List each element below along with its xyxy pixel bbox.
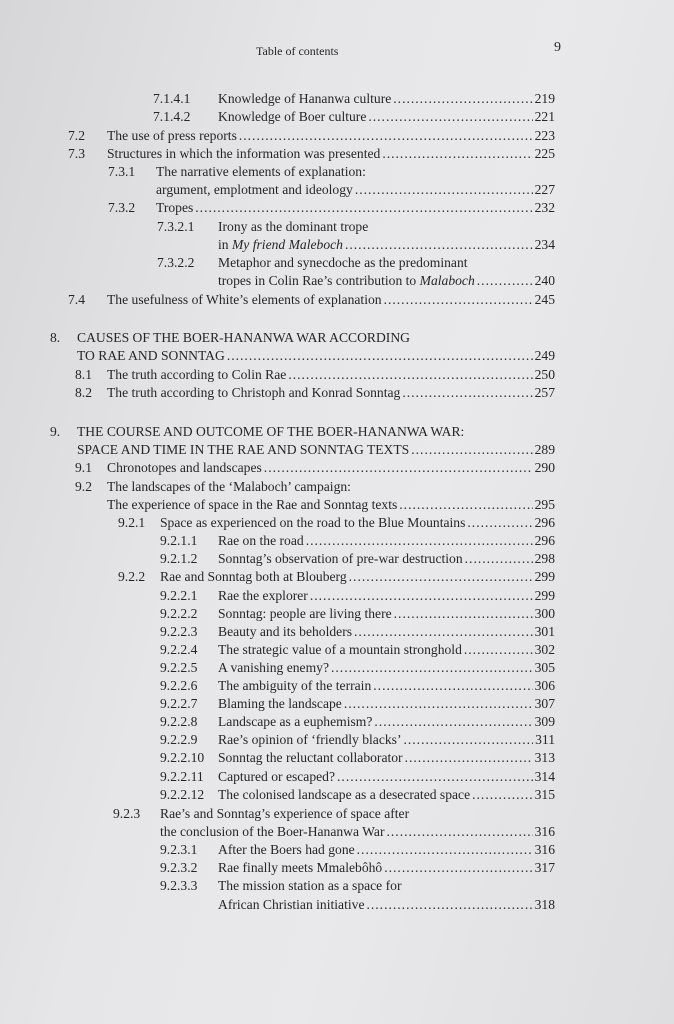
toc-section-number: 7.3.2 [108, 200, 136, 215]
toc-entry [0, 896, 674, 914]
page-number: 9 [554, 40, 561, 55]
toc-page-number: 234 [534, 237, 555, 252]
toc-entry [0, 441, 674, 459]
toc-page-number: 305 [534, 660, 555, 675]
dot-leader [306, 532, 533, 550]
toc-entry [0, 786, 674, 804]
toc-entry [0, 181, 674, 199]
dot-leader [464, 641, 533, 659]
toc-entry [0, 108, 674, 126]
dot-leader [355, 181, 533, 199]
toc-page-number: 289 [534, 442, 555, 457]
toc-entry-title: THE COURSE AND OUTCOME OF THE BOER-HANANWA WAR: [77, 424, 465, 439]
toc-entry-title: Rae finally meets Mmalebôhô [218, 860, 383, 875]
toc-section-number: 7.1.4.2 [153, 109, 191, 124]
toc-page-number: 317 [534, 860, 555, 875]
dot-leader [467, 514, 532, 532]
toc-page-number: 232 [534, 200, 555, 215]
toc-section-number: 9.2.3.2 [160, 860, 198, 875]
toc-entry [0, 459, 674, 477]
toc-page-number: 245 [534, 292, 555, 307]
toc-entry-title: After the Boers had gone [218, 842, 355, 857]
toc-entry-title: Metaphor and synecdoche as the predominant [218, 255, 468, 270]
toc-entry-title: SPACE AND TIME IN THE RAE AND SONNTAG TEXTS [77, 442, 410, 457]
toc-page-number: 225 [534, 146, 555, 161]
toc-section-number: 9.2.3.1 [160, 842, 198, 857]
dot-leader [345, 236, 533, 254]
toc-entry-title: The use of press reports [107, 128, 237, 143]
toc-section-number: 8.2 [75, 385, 92, 400]
toc-section-number: 9. [50, 424, 61, 439]
toc-entry-title: Landscape as a euphemism? [218, 714, 373, 729]
toc-section-number: 9.2.2.4 [160, 642, 198, 657]
toc-entry [0, 841, 674, 859]
toc-entry [0, 90, 674, 108]
toc-page-number: 227 [534, 182, 555, 197]
toc-section-number: 9.2.2.2 [160, 606, 198, 621]
toc-page-number: 300 [534, 606, 555, 621]
toc-entry [0, 768, 674, 786]
toc-page-number: 299 [534, 569, 555, 584]
toc-section-number: 9.2.2 [118, 569, 146, 584]
toc-page-number: 299 [534, 588, 555, 603]
toc-section-number: 9.2.1.2 [160, 551, 198, 566]
toc-page-number: 309 [534, 714, 555, 729]
toc-entry-title: The truth according to Colin Rae [107, 367, 287, 382]
toc-section-number: 9.1 [75, 460, 92, 475]
toc-entry-title: Rae’s and Sonntag’s experience of space after [160, 806, 410, 821]
toc-section-number: 9.2.2.6 [160, 678, 198, 693]
toc-entry-title: Sonntag the reluctant collaborator [218, 750, 403, 765]
toc-entry [0, 272, 674, 290]
toc-section-number: 9.2.2.1 [160, 588, 198, 603]
dot-leader [405, 749, 533, 767]
toc-entry [0, 605, 674, 623]
toc-entry [0, 877, 674, 895]
toc-section-number: 9.2.2.10 [160, 750, 205, 765]
dot-leader [288, 366, 532, 384]
toc-entry-title: CAUSES OF THE BOER-HANANWA WAR ACCORDING [77, 330, 410, 345]
toc-section-number: 8. [50, 330, 61, 345]
toc-entry-title: tropes in Colin Rae’s contribution to [218, 273, 417, 288]
dot-leader [337, 768, 533, 786]
toc-entry-italic-title: My friend Maleboch [231, 237, 343, 252]
toc-page-number: 219 [534, 91, 555, 106]
toc-entry-title: The colonised landscape as a desecrated space [218, 787, 471, 802]
toc-page-number: 257 [534, 385, 555, 400]
dot-leader [264, 459, 533, 477]
toc-entry-title: in [218, 237, 229, 252]
toc-entry-title: Rae’s opinion of ‘friendly blacks’ [218, 732, 402, 747]
dot-leader [403, 731, 533, 749]
toc-entry [0, 859, 674, 877]
toc-page-number: 316 [534, 824, 555, 839]
toc-entry [0, 366, 674, 384]
toc-page-number: 315 [534, 787, 555, 802]
toc-section-number: 7.3.2.1 [157, 219, 195, 234]
toc-entry [0, 347, 674, 365]
toc-entry [0, 623, 674, 641]
toc-section-number: 7.1.4.1 [153, 91, 191, 106]
toc-entry-title: Knowledge of Hananwa culture [218, 91, 392, 106]
toc-entry [0, 587, 674, 605]
toc-entry-title: A vanishing enemy? [218, 660, 329, 675]
dot-leader [373, 677, 532, 695]
toc-page-number: 298 [534, 551, 555, 566]
toc-entry [0, 329, 674, 347]
toc-entry [0, 478, 674, 496]
toc-page-number: 296 [534, 533, 555, 548]
dot-leader [310, 587, 533, 605]
toc-entry-title: Rae on the road [218, 533, 304, 548]
toc-page-number: 318 [534, 897, 555, 912]
toc-entry-title: The strategic value of a mountain stronghold [218, 642, 462, 657]
toc-entry [0, 127, 674, 145]
toc-page-number: 311 [535, 732, 555, 747]
toc-entry-title: Rae the explorer [218, 588, 308, 603]
toc-entry-title: Structures in which the information was presented [107, 146, 381, 161]
toc-entry [0, 550, 674, 568]
toc-page-number: 290 [534, 460, 555, 475]
toc-entry [0, 291, 674, 309]
toc-entry [0, 496, 674, 514]
dot-leader [477, 272, 533, 290]
dot-leader [374, 713, 532, 731]
toc-entry [0, 805, 674, 823]
dot-leader [227, 347, 533, 365]
toc-page-number: 295 [534, 497, 555, 512]
toc-page-number: 302 [534, 642, 555, 657]
toc-page-number: 301 [534, 624, 555, 639]
dot-leader [384, 291, 533, 309]
dot-leader [393, 90, 532, 108]
toc-section-number: 8.1 [75, 367, 92, 382]
toc-entry-title: Blaming the landscape [218, 696, 342, 711]
toc-entry-title: Tropes [156, 200, 194, 215]
dot-leader [195, 199, 532, 217]
dot-leader [472, 786, 532, 804]
toc-entry [0, 568, 674, 586]
toc-page-number: 313 [534, 750, 555, 765]
toc-entry [0, 731, 674, 749]
dot-leader [331, 659, 533, 677]
toc-entry-title: The mission station as a space for [218, 878, 402, 893]
toc-entry-title: The usefulness of White’s elements of explanation [107, 292, 382, 307]
toc-entry-title: Beauty and its beholders [218, 624, 353, 639]
dot-leader [411, 441, 532, 459]
toc-section-number: 9.2.2.5 [160, 660, 198, 675]
running-title: Table of contents [256, 44, 339, 58]
toc-entry-title: Captured or escaped? [218, 769, 336, 784]
toc-entry [0, 713, 674, 731]
toc-entry-title: African Christian initiative [218, 897, 365, 912]
dot-leader [384, 859, 532, 877]
toc-entry [0, 641, 674, 659]
toc-entry [0, 254, 674, 272]
toc-entry-title: Chronotopes and landscapes [107, 460, 262, 475]
dot-leader [402, 384, 532, 402]
toc-entry [0, 236, 674, 254]
toc-section-number: 9.2.3 [113, 806, 141, 821]
toc-section-number: 9.2 [75, 479, 92, 494]
toc-entry-title: argument, emplotment and ideology [156, 182, 353, 197]
toc-page-number: 250 [534, 367, 555, 382]
toc-section-number: 9.2.2.11 [160, 769, 204, 784]
toc-entry-title: The narrative elements of explanation: [156, 164, 366, 179]
dot-leader [368, 108, 532, 126]
toc-section-number: 9.2.2.3 [160, 624, 198, 639]
toc-entry-title: Rae and Sonntag both at Blouberg [160, 569, 347, 584]
toc-page-number: 221 [534, 109, 555, 124]
toc-page-number: 316 [534, 842, 555, 857]
toc-entry [0, 199, 674, 217]
toc-entry [0, 695, 674, 713]
toc-section-number: 9.2.1.1 [160, 533, 198, 548]
toc-page-number: 314 [534, 769, 555, 784]
toc-section-number: 9.2.2.9 [160, 732, 198, 747]
toc-section-number: 7.3.2.2 [157, 255, 195, 270]
toc-section-number: 9.2.2.12 [160, 787, 205, 802]
dot-leader [357, 841, 533, 859]
toc-section-number: 9.2.2.8 [160, 714, 198, 729]
dot-leader [399, 496, 532, 514]
toc-section-number: 7.3.1 [108, 164, 136, 179]
toc-entry [0, 677, 674, 695]
toc-entry [0, 659, 674, 677]
toc-entry-title: Knowledge of Boer culture [218, 109, 367, 124]
toc-page-number: 223 [534, 128, 555, 143]
toc-page-number: 240 [534, 273, 555, 288]
toc-entry [0, 423, 674, 441]
toc-entry [0, 823, 674, 841]
toc-entry-italic-title: Malaboch [419, 273, 475, 288]
toc-entry [0, 163, 674, 181]
dot-leader [354, 623, 533, 641]
toc-page-number: 306 [534, 678, 555, 693]
toc-section-number: 9.2.3.3 [160, 878, 198, 893]
dot-leader [382, 145, 532, 163]
toc-section-number: 7.4 [68, 292, 85, 307]
toc-section-number: 7.3 [68, 146, 85, 161]
toc-entry-title: TO RAE AND SONNTAG [77, 348, 225, 363]
toc-page-number: 307 [534, 696, 555, 711]
dot-leader [465, 550, 533, 568]
toc-entry-title: Sonntag’s observation of pre-war destruction [218, 551, 463, 566]
toc-entry [0, 514, 674, 532]
dot-leader [349, 568, 533, 586]
dot-leader [366, 896, 532, 914]
toc-entry-title: The landscapes of the ‘Malaboch’ campaign: [107, 479, 351, 494]
toc-entry [0, 384, 674, 402]
dot-leader [387, 823, 533, 841]
toc-entry-title: Space as experienced on the road to the Blue Mountains [160, 515, 466, 530]
dot-leader [394, 605, 533, 623]
toc-entry [0, 749, 674, 767]
toc-entry-title: The ambiguity of the terrain [218, 678, 372, 693]
toc-entry-title: The experience of space in the Rae and Sonntag texts [107, 497, 398, 512]
toc-entry-title: the conclusion of the Boer-Hananwa War [160, 824, 385, 839]
toc-section-number: 9.2.1 [118, 515, 146, 530]
toc-section-number: 9.2.2.7 [160, 696, 198, 711]
toc-section-number: 7.2 [68, 128, 85, 143]
toc-entry-title: Irony as the dominant trope [218, 219, 369, 234]
dot-leader [344, 695, 533, 713]
toc-entry-title: Sonntag: people are living there [218, 606, 392, 621]
toc-entry [0, 145, 674, 163]
toc-entry [0, 218, 674, 236]
toc-page-number: 296 [534, 515, 555, 530]
dot-leader [239, 127, 533, 145]
toc-entry-title: The truth according to Christoph and Konrad Sonntag [107, 385, 401, 400]
toc-page-number: 249 [534, 348, 555, 363]
toc-entry [0, 532, 674, 550]
